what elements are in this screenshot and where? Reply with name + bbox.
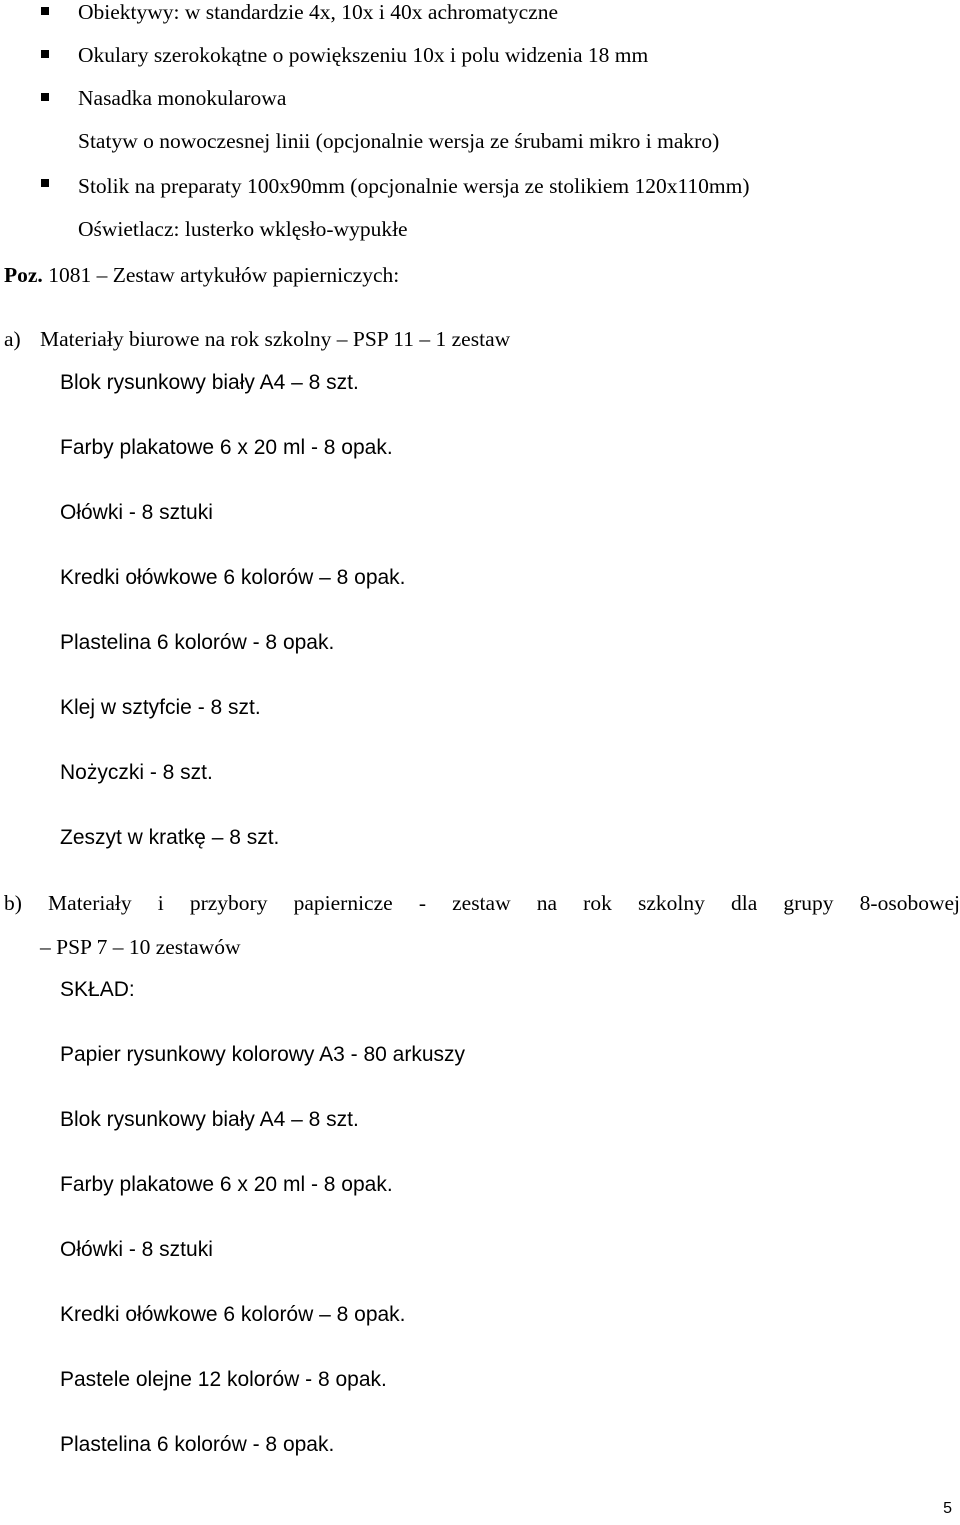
section-b-word: -	[418, 891, 426, 915]
section-b-word: przybory	[189, 891, 268, 915]
page-number: 5	[943, 1500, 952, 1517]
position-label: Poz.	[4, 263, 43, 287]
list-item: Farby plakatowe 6 x 20 ml - 8 opak.	[60, 1173, 393, 1196]
section-b-word: papiernicze	[293, 891, 393, 915]
section-b-word: grupy	[783, 891, 834, 915]
list-item: Papier rysunkowy kolorowy A3 - 80 arkuszy	[60, 1043, 465, 1066]
bullet-square-icon	[41, 93, 49, 101]
list-item: Ołówki - 8 sztuki	[60, 501, 213, 524]
section-b-word: Materiały	[48, 891, 132, 915]
spec-line: Oświetlacz: lusterko wklęsło-wypukłe	[78, 217, 408, 241]
list-item: Zeszyt w kratkę – 8 szt.	[60, 826, 280, 849]
section-b-word: 8-osobowej	[859, 891, 960, 915]
spec-line: Stolik na preparaty 100x90mm (opcjonalnie wersja ze stolikiem 120x110mm)	[78, 174, 750, 198]
bullet-square-icon	[41, 179, 49, 187]
section-b-word: dla	[730, 891, 758, 915]
bullet-square-icon	[41, 7, 49, 15]
position-title: 1081 – Zestaw artykułów papierniczych:	[42, 263, 400, 287]
sklad-label: SKŁAD:	[60, 978, 135, 1001]
position-heading	[4, 263, 399, 287]
list-item: Nożyczki - 8 szt.	[60, 761, 213, 784]
list-item: Ołówki - 8 sztuki	[60, 1238, 213, 1261]
list-item: Kredki ołówkowe 6 kolorów – 8 opak.	[60, 566, 406, 589]
spec-line: Obiektywy: w standardzie 4x, 10x i 40x achromatyczne	[78, 0, 559, 24]
spec-line: Statyw o nowoczesnej linii (opcjonalnie wersja ze śrubami mikro i makro)	[78, 129, 720, 153]
list-item: Kredki ołówkowe 6 kolorów – 8 opak.	[60, 1303, 406, 1326]
list-item: Plastelina 6 kolorów - 8 opak.	[60, 1433, 335, 1456]
list-item: Blok rysunkowy biały A4 – 8 szt.	[60, 1108, 359, 1131]
spec-line: Nasadka monokularowa	[78, 86, 287, 110]
section-b-word: szkolny	[637, 891, 705, 915]
section-b-continuation: – PSP 7 – 10 zestawów	[40, 935, 241, 959]
section-a-heading	[4, 327, 960, 351]
section-b-heading	[4, 891, 960, 915]
bullet-square-icon	[41, 50, 49, 58]
list-item: Plastelina 6 kolorów - 8 opak.	[60, 631, 335, 654]
spec-line: Okulary szerokokątne o powiększeniu 10x i polu widzenia 18 mm	[78, 43, 649, 67]
list-item: Farby plakatowe 6 x 20 ml - 8 opak.	[60, 436, 393, 459]
section-b-word: i	[157, 891, 164, 915]
list-item: Klej w sztyfcie - 8 szt.	[60, 696, 261, 719]
section-a-label: a)	[4, 327, 21, 351]
section-a-title: Materiały biurowe na rok szkolny – PSP 11 – 1 zestaw	[40, 327, 511, 351]
list-item: Pastele olejne 12 kolorów - 8 opak.	[60, 1368, 387, 1391]
section-b-label: b)	[4, 891, 22, 915]
list-item: Blok rysunkowy biały A4 – 8 szt.	[60, 371, 359, 394]
section-b-word: rok	[583, 891, 612, 915]
section-b-word: na	[536, 891, 558, 915]
section-b-word: zestaw	[452, 891, 511, 915]
